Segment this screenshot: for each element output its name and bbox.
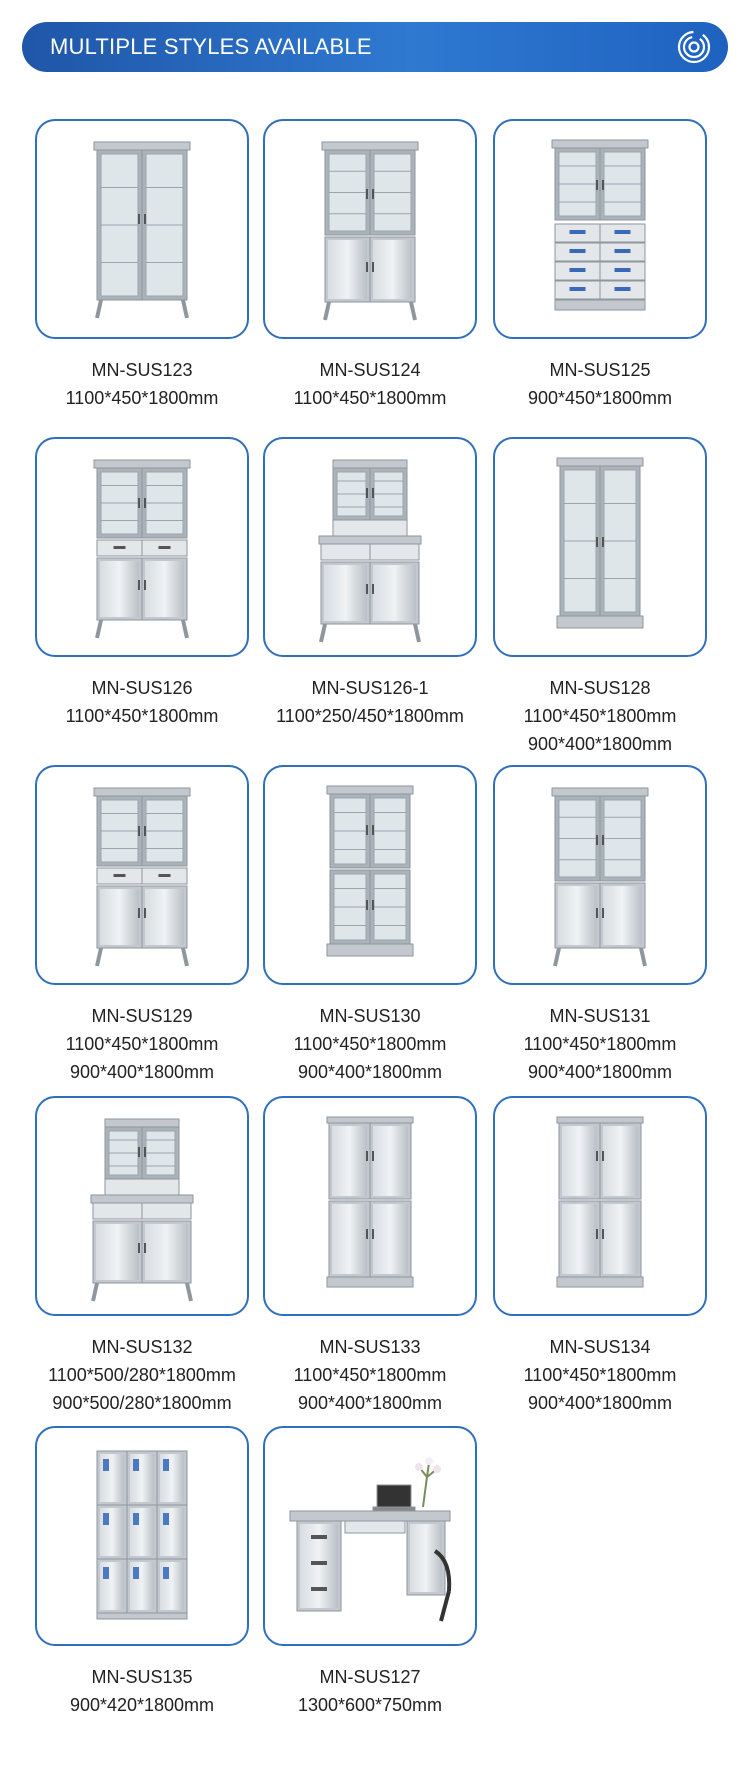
cabinet-image <box>515 129 685 329</box>
product-card <box>35 1426 249 1719</box>
product-image-frame <box>35 119 249 339</box>
product-image-frame <box>263 437 477 657</box>
product-card <box>493 437 707 758</box>
product-size: 1100*450*1800mm <box>523 1365 677 1385</box>
header-banner <box>22 22 728 72</box>
cabinet-image <box>285 1106 455 1306</box>
product-card <box>493 1096 707 1417</box>
product-card <box>263 1426 477 1719</box>
product-image-frame <box>35 437 249 657</box>
target-rings-icon <box>676 29 712 65</box>
product-model: MN-SUS135 <box>91 1667 193 1687</box>
product-model: MN-SUS126 <box>91 678 193 698</box>
product-size: 900*400*1800mm <box>69 1062 215 1082</box>
product-model: MN-SUS126-1 <box>311 678 429 698</box>
product-card <box>263 765 477 1086</box>
product-card <box>263 437 477 730</box>
product-card <box>35 765 249 1086</box>
cabinet-image <box>515 775 685 975</box>
product-model: MN-SUS128 <box>549 678 651 698</box>
product-size: 1100*450*1800mm <box>293 1365 447 1385</box>
product-size: 1100*450*1800mm <box>293 1034 447 1054</box>
product-size: 1100*500/280*1800mm <box>48 1365 236 1385</box>
product-card <box>263 119 477 412</box>
cabinet-image <box>57 775 227 975</box>
product-size: 900*400*1800mm <box>527 1062 673 1082</box>
product-size: 1100*450*1800mm <box>293 388 447 408</box>
banner-title: MULTIPLE STYLES AVAILABLE <box>50 34 372 59</box>
product-size: 1100*250/450*1800mm <box>276 706 464 726</box>
product-image-frame <box>35 1426 249 1646</box>
product-image-frame <box>263 119 477 339</box>
product-size: 900*500/280*1800mm <box>52 1393 232 1413</box>
product-model: MN-SUS134 <box>549 1337 651 1357</box>
cabinet-image <box>285 775 455 975</box>
product-image-frame <box>493 119 707 339</box>
product-image-frame <box>263 765 477 985</box>
product-size: 1100*450*1800mm <box>65 706 219 726</box>
cabinet-image <box>285 447 455 647</box>
product-card <box>35 1096 249 1417</box>
product-size: 900*420*1800mm <box>69 1695 215 1715</box>
product-model: MN-SUS123 <box>91 360 193 380</box>
cabinet-image <box>57 447 227 647</box>
product-card <box>493 119 707 412</box>
cabinet-image <box>515 447 685 647</box>
cabinet-image <box>57 1106 227 1306</box>
product-model: MN-SUS124 <box>319 360 421 380</box>
product-card <box>493 765 707 1086</box>
product-size: 1100*450*1800mm <box>523 1034 677 1054</box>
product-size: 900*400*1800mm <box>297 1062 443 1082</box>
product-size: 900*450*1800mm <box>527 388 673 408</box>
product-model: MN-SUS133 <box>319 1337 421 1357</box>
product-model: MN-SUS125 <box>549 360 651 380</box>
product-image-frame <box>263 1096 477 1316</box>
product-model: MN-SUS131 <box>549 1006 651 1026</box>
product-image-frame <box>35 765 249 985</box>
product-card <box>35 119 249 412</box>
product-image-frame <box>35 1096 249 1316</box>
product-card <box>263 1096 477 1417</box>
product-model: MN-SUS129 <box>91 1006 193 1026</box>
cabinet-image <box>57 1436 227 1636</box>
product-image-frame <box>263 1426 477 1646</box>
cabinet-image <box>285 1436 455 1636</box>
product-size: 1100*450*1800mm <box>523 706 677 726</box>
product-model: MN-SUS132 <box>91 1337 193 1357</box>
product-image-frame <box>493 1096 707 1316</box>
product-image-frame <box>493 765 707 985</box>
product-model: MN-SUS127 <box>319 1667 421 1687</box>
product-image-frame <box>493 437 707 657</box>
product-size: 1100*450*1800mm <box>65 1034 219 1054</box>
product-size: 1100*450*1800mm <box>65 388 219 408</box>
product-model: MN-SUS130 <box>319 1006 421 1026</box>
cabinet-image <box>515 1106 685 1306</box>
product-size: 900*400*1800mm <box>527 734 673 754</box>
product-size: 900*400*1800mm <box>527 1393 673 1413</box>
cabinet-image <box>57 129 227 329</box>
product-size: 1300*600*750mm <box>297 1695 443 1715</box>
cabinet-image <box>285 129 455 329</box>
product-size: 900*400*1800mm <box>297 1393 443 1413</box>
product-card <box>35 437 249 730</box>
